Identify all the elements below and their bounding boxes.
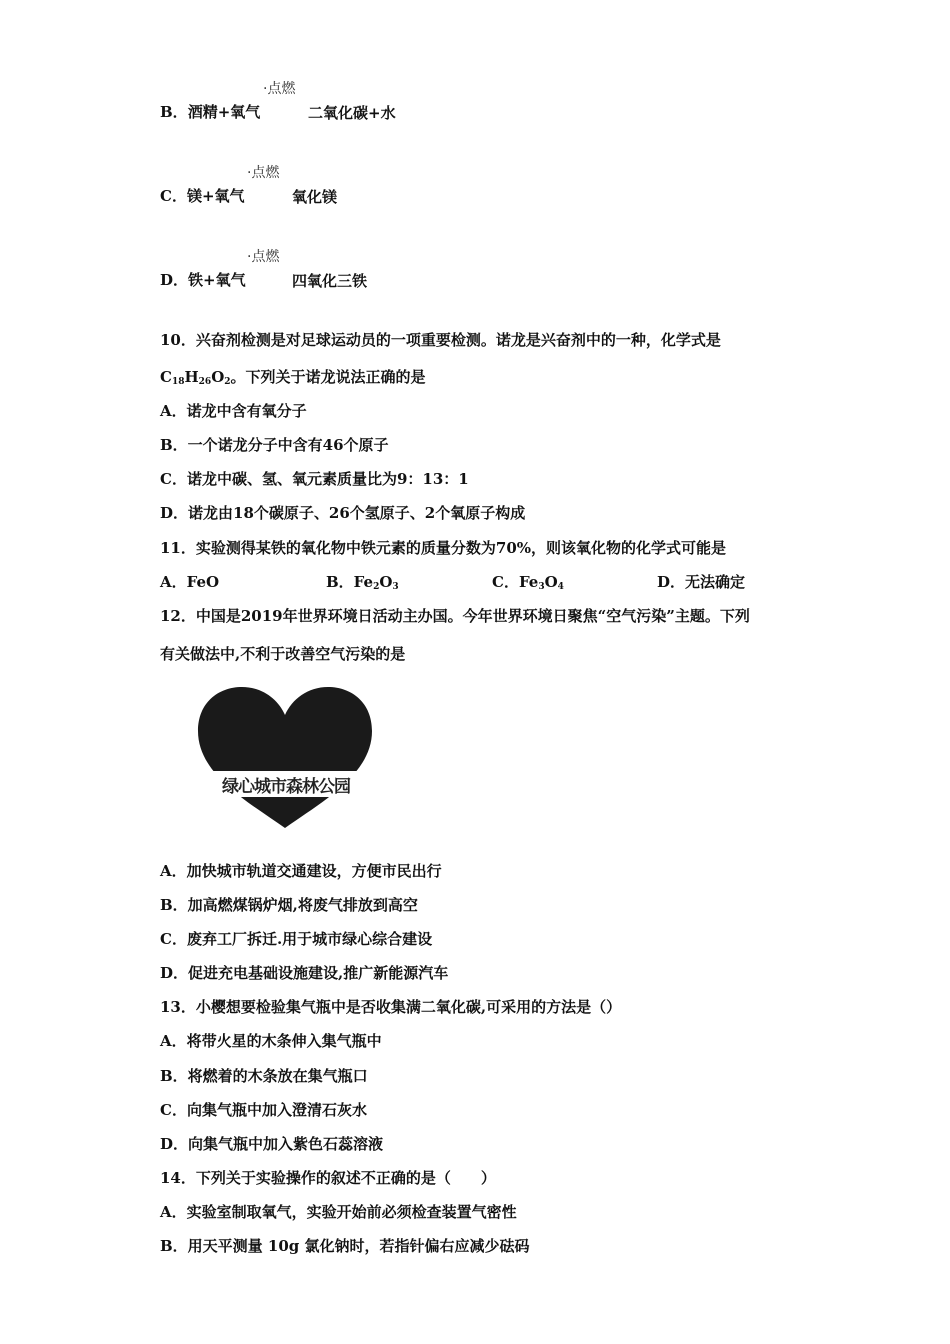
reactants: 镁+氧气 [186, 187, 245, 205]
heart-logo-figure [190, 685, 380, 830]
option-b: B．将燃着的木条放在集气瓶口 [160, 1067, 368, 1085]
option-c: C．废弃工厂拆迁.用于城市绿心综合建设 [160, 930, 433, 948]
option-c: C．向集气瓶中加入澄清石灰水 [160, 1101, 367, 1119]
option-a: A．诺龙中含有氧分子 [160, 402, 307, 420]
products: 氧化镁 [292, 188, 338, 206]
option-a: A．加快城市轨道交通建设，方便市民出行 [160, 862, 442, 880]
question-stem: 12．中国是2019年世界环境日活动主办国。今年世界环境日聚焦“空气污染”主题。下列 [160, 607, 750, 625]
heart-icon [190, 685, 380, 830]
option-b: B．加高燃煤锅炉烟,将废气排放到高空 [160, 896, 418, 914]
question-stem: 11．实验测得某铁的氧化物中铁元素的质量分数为70%，则该氧化物的化学式可能是 [160, 539, 727, 557]
option-d: D．诺龙由18个碳原子、26个氢原子、2个氧原子构成 [160, 504, 526, 522]
option-b: B．一个诺龙分子中含有46个原子 [160, 436, 389, 454]
reactants: 酒精+氧气 [187, 103, 261, 121]
reaction-condition: ·点燃 [263, 81, 296, 97]
option-a: A．FeO [160, 573, 220, 591]
option-c: C．$Fe_3O_4$ [492, 573, 564, 592]
option-d: D．促进充电基础设施建设,推广新能源汽车 [160, 964, 449, 982]
question-stem-formula: $C_{18}H_{26}O_2$。下列关于诺龙说法正确的是 [160, 368, 426, 387]
figure-caption: 绿心城市森林公园 [222, 777, 350, 797]
question-stem: 14．下列关于实验操作的叙述不正确的是（ ） [160, 1169, 496, 1187]
reaction-condition: ·点燃 [247, 165, 280, 181]
option-a: A．实验室制取氧气，实验开始前必须检查装置气密性 [160, 1203, 517, 1221]
option-label: C． [160, 187, 187, 205]
option-d: D．向集气瓶中加入紫色石蕊溶液 [160, 1135, 384, 1153]
products: 四氧化三铁 [292, 272, 368, 290]
option-label: B． [160, 103, 188, 121]
question-stem: 13．小樱想要检验集气瓶中是否收集满二氧化碳,可采用的方法是（） [160, 998, 622, 1016]
option-c: C．诺龙中碳、氢、氧元素质量比为9：13：1 [160, 470, 469, 488]
option-b: B．$Fe_2O_3$ [326, 573, 399, 592]
question-stem: 10．兴奋剂检测是对足球运动员的一项重要检测。诺龙是兴奋剂中的一种，化学式是 [160, 331, 721, 349]
option-d: D．无法确定 [657, 573, 746, 591]
reaction-condition: ·点燃 [247, 249, 280, 265]
question-stem: 有关做法中,不利于改善空气污染的是 [160, 645, 406, 663]
option-label: D． [160, 271, 189, 289]
products: 二氧化碳+水 [308, 104, 396, 122]
option-a: A．将带火星的木条伸入集气瓶中 [160, 1032, 382, 1050]
reactants: 铁+氧气 [188, 271, 246, 289]
option-b: B．用天平测量 10g 氯化钠时，若指针偏右应减少砝码 [160, 1237, 530, 1255]
